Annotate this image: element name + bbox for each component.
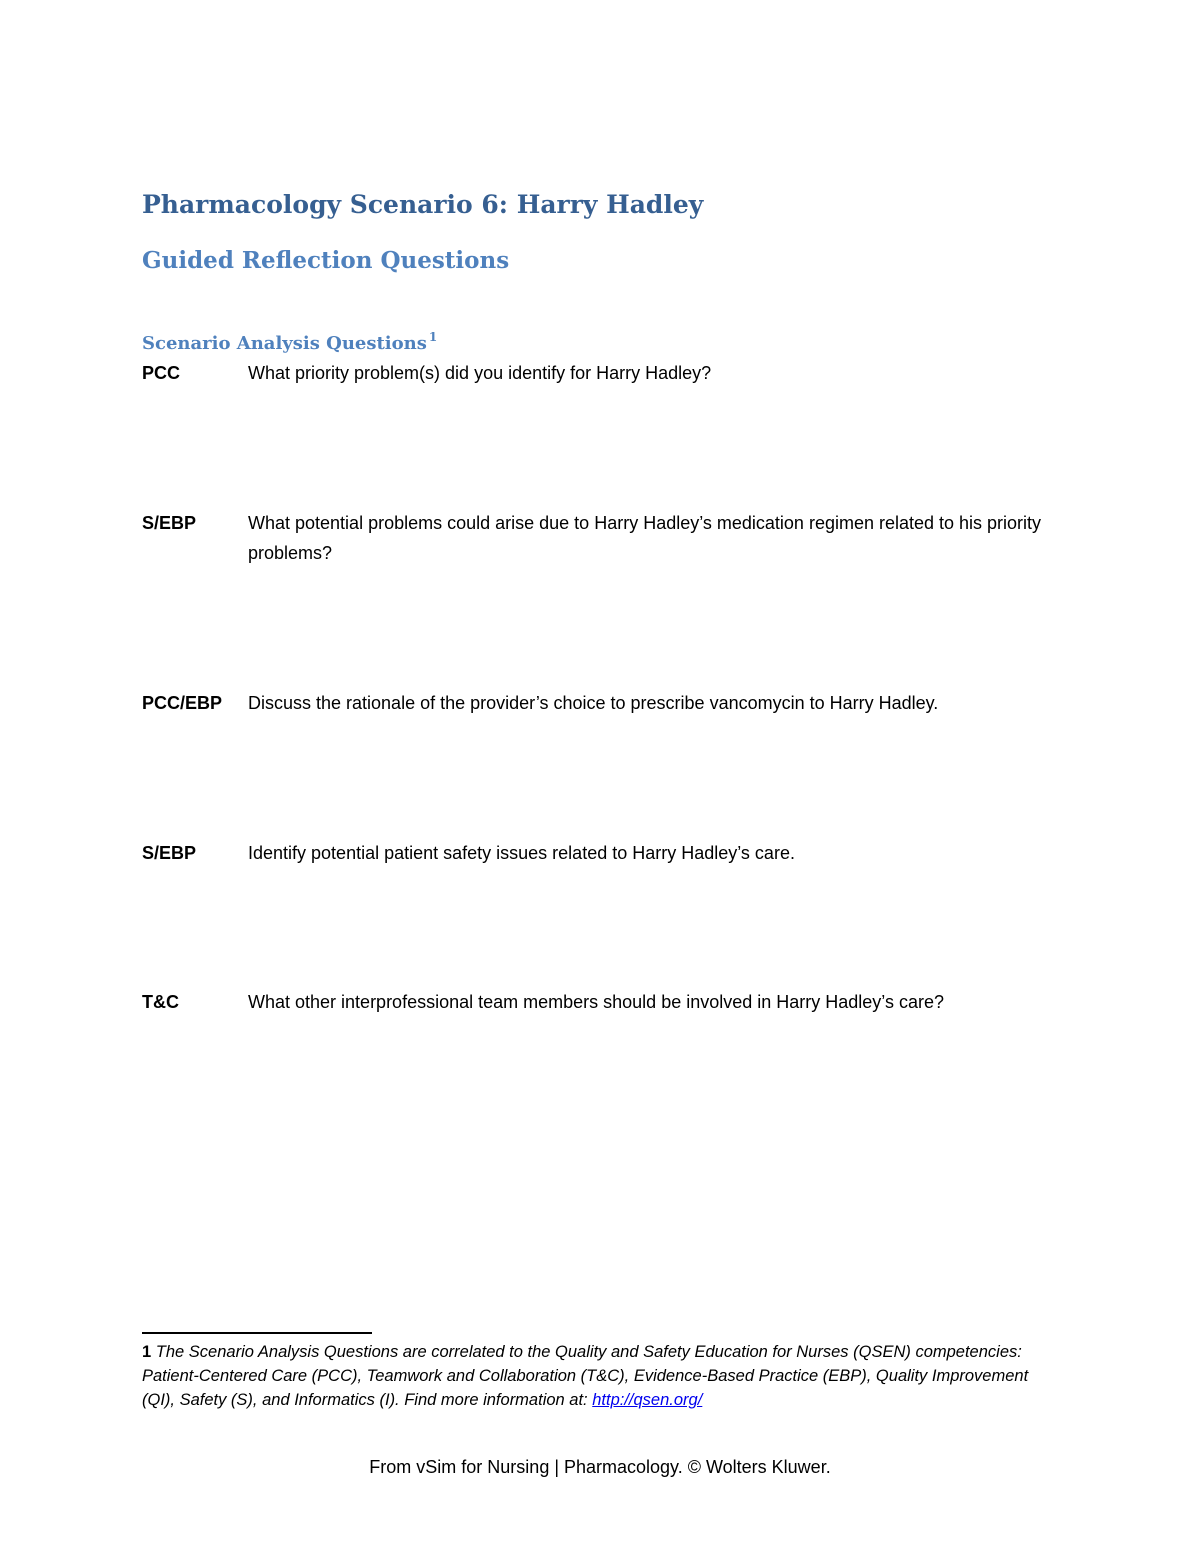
document-subtitle: Guided Reflection Questions — [142, 247, 510, 274]
footnote-reference[interactable]: 1 — [428, 330, 438, 344]
document-title: Pharmacology Scenario 6: Harry Hadley — [142, 190, 704, 219]
question-text: What potential problems could arise due to Harry Hadley’s medication regimen related to his priority problems? — [248, 513, 1042, 563]
question-text: What priority problem(s) did you identify for Harry Hadley? — [248, 363, 712, 383]
question-code: S/EBP — [142, 513, 197, 533]
question-code: PCC/EBP — [142, 693, 223, 713]
question-code: S/EBP — [142, 843, 197, 863]
question-text: Discuss the rationale of the provider’s choice to prescribe vancomycin to Harry Hadley. — [248, 693, 939, 713]
question-text: What other interprofessional team members should be involved in Harry Hadley’s care? — [248, 992, 944, 1012]
footnote-text: The Scenario Analysis Questions are correlated to the Quality and Safety Education for Nurses (QSEN) competencies: Patient-Centered Care (PCC), Teamwork and Collaboration (T&C), Evidence-Based Practice (EBP), Quality Improvement (QI), Safety (S), and Informatics (I). Find more information at: — [142, 1343, 1029, 1409]
qsen-link[interactable]: http://qsen.org/ — [592, 1391, 703, 1409]
footnote — [142, 1340, 1057, 1412]
question-text: Identify potential patient safety issues related to Harry Hadley’s care. — [248, 843, 795, 863]
section-heading-text: Scenario Analysis Questions — [142, 333, 427, 354]
question-code: T&C — [142, 992, 179, 1012]
question-code: PCC — [142, 363, 181, 383]
page-footer: From vSim for Nursing | Pharmacology. © Wolters Kluwer. — [369, 1457, 831, 1477]
footnote-number: 1 — [142, 1343, 152, 1361]
section-heading — [142, 330, 437, 354]
footnote-divider — [142, 1332, 372, 1334]
